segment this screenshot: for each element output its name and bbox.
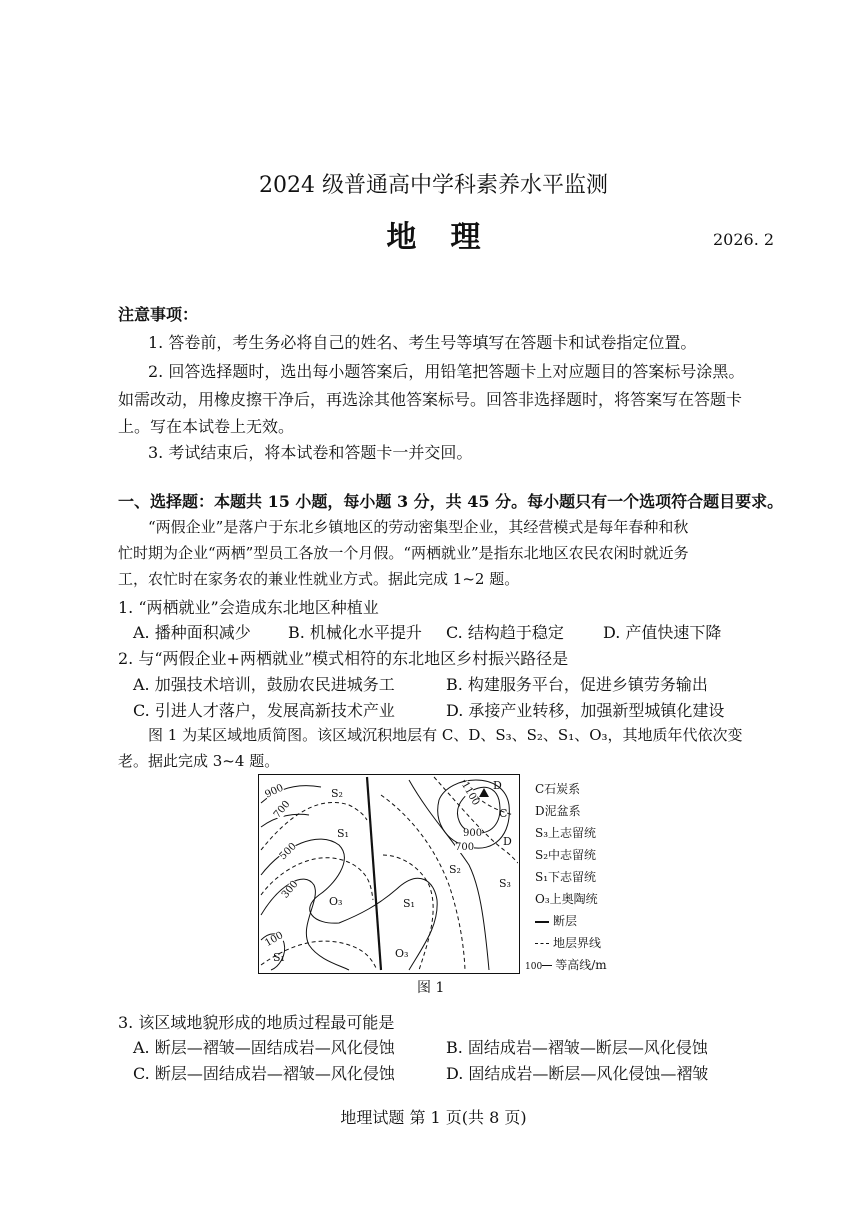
peak-marker xyxy=(479,788,489,797)
geologic-map-figure xyxy=(258,774,520,974)
q2-option-d[interactable]: D. 承接产业转移，加强新型城镇化建设 xyxy=(446,701,725,720)
notice-line-4: 上。写在本试卷上无效。 xyxy=(118,417,295,436)
page-footer: 地理试题 第 1 页(共 8 页) xyxy=(340,1108,527,1127)
legend-item: S₁下志留统 xyxy=(535,870,597,884)
passage1-line-3: 工，农忙时在家务农的兼业性就业方式。据此完成 1~2 题。 xyxy=(118,570,520,588)
layer-label: S₁ xyxy=(337,827,349,840)
q1-option-d[interactable]: D. 产值快速下降 xyxy=(603,623,722,642)
layer-label: O₃ xyxy=(329,895,343,908)
q2-stem: 2. 与“两假企业+两栖就业”模式相符的东北地区乡村振兴路径是 xyxy=(118,649,569,668)
legend-fault: 断层 xyxy=(535,912,577,929)
notice-line-3: 如需改动，用橡皮擦干净后，再选涂其他答案标号。回答非选择题时，将答案写在答题卡 xyxy=(118,390,743,409)
layer-label: S₁ xyxy=(403,897,415,910)
legend-contour-value: 100 xyxy=(525,962,543,972)
contour-700 xyxy=(261,814,309,827)
layer-label: S₂ xyxy=(449,863,461,876)
subject-title: 地理 xyxy=(386,220,515,255)
contour-label: 300 xyxy=(279,878,301,901)
notice-line-1: 1. 答卷前，考生务必将自己的姓名、考生号等填写在答题卡和试卷指定位置。 xyxy=(148,333,697,352)
layer-label: C xyxy=(499,807,508,820)
contour-label: 900 xyxy=(263,782,286,801)
exam-title: 2024 级普通高中学科素养水平监测 xyxy=(259,173,608,198)
q3-option-d[interactable]: D. 固结成岩—断层—风化侵蚀—褶皱 xyxy=(446,1064,709,1083)
q3-option-c[interactable]: C. 断层—固结成岩—褶皱—风化侵蚀 xyxy=(133,1064,395,1083)
contour-symbol xyxy=(542,965,552,966)
boundary-symbol xyxy=(535,943,549,944)
contour-label: 700 xyxy=(271,798,293,821)
geologic-map-svg xyxy=(259,775,518,972)
legend-contour: 100 等高线/m xyxy=(525,958,607,972)
contour-label: 500 xyxy=(277,841,299,863)
q1-option-b[interactable]: B. 机械化水平提升 xyxy=(288,623,422,642)
layer-label: S₂ xyxy=(331,787,343,800)
q1-stem: 1. “两栖就业”会造成东北地区种植业 xyxy=(118,598,379,617)
contour-label: 900 xyxy=(463,828,483,839)
legend-item: S₂中志留统 xyxy=(535,848,597,862)
q2-option-c[interactable]: C. 引进人才落户，发展高新技术产业 xyxy=(133,701,395,720)
legend-item: D泥盆系 xyxy=(535,804,581,818)
legend-item: C石炭系 xyxy=(535,782,581,796)
passage2-line-1: 图 1 为某区域地质简图。该区域沉积地层有 C、D、S₃、S₂、S₁、O₃，其地质年代依次变 xyxy=(148,726,743,744)
passage1-line-2: 忙时期为企业“两栖”型员工各放一个月假。“两栖就业”是指东北地区农民农闲时就近务 xyxy=(118,544,689,562)
exam-date: 2026. 2 xyxy=(713,230,775,249)
q3-option-a[interactable]: A. 断层—褶皱—固结成岩—风化侵蚀 xyxy=(133,1038,395,1057)
layer-label: S₁ xyxy=(273,951,285,964)
fault-symbol xyxy=(535,921,549,923)
legend-item: S₃上志留统 xyxy=(535,826,597,840)
contour-label: 700 xyxy=(455,842,475,853)
layer-label: O₃ xyxy=(395,947,409,960)
fault-line xyxy=(367,777,381,970)
passage2-line-2: 老。据此完成 3~4 题。 xyxy=(118,752,280,770)
notice-line-5: 3. 考试结束后，将本试卷和答题卡一并交回。 xyxy=(148,443,473,462)
contour-label: 100 xyxy=(263,930,286,950)
q2-option-b[interactable]: B. 构建服务平台，促进乡镇劳务输出 xyxy=(446,675,708,694)
notice-heading: 注意事项： xyxy=(118,305,199,324)
notice-line-2: 2. 回答选择题时，选出每小题答案后，用铅笔把答题卡上对应题目的答案标号涂黑。 xyxy=(148,362,745,381)
legend-item: O₃上奥陶统 xyxy=(535,892,598,906)
legend-boundary: 地层界线 xyxy=(535,934,601,951)
layer-label: D xyxy=(503,835,512,848)
section-heading: 一、选择题：本题共 15 小题，每小题 3 分，共 45 分。每小题只有一个选项符合题目要求。 xyxy=(118,492,784,511)
layer-label: S₃ xyxy=(499,877,511,890)
q3-option-b[interactable]: B. 固结成岩—褶皱—断层—风化侵蚀 xyxy=(446,1038,708,1057)
boundary-s2-s3 xyxy=(381,795,465,970)
passage1-line-1: “两假企业”是落户于东北乡镇地区的劳动密集型企业，其经营模式是每年春种和秋 xyxy=(148,518,689,536)
q1-option-a[interactable]: A. 播种面积减少 xyxy=(133,623,251,642)
figure-caption: 图 1 xyxy=(417,980,445,996)
layer-label: D xyxy=(493,779,502,792)
contour-label: 1100 xyxy=(459,779,482,808)
q3-stem: 3. 该区域地貌形成的地质过程最可能是 xyxy=(118,1013,395,1032)
q2-option-a[interactable]: A. 加强技术培训，鼓励农民进城务工 xyxy=(133,675,395,694)
q1-option-c[interactable]: C. 结构趋于稳定 xyxy=(446,623,564,642)
